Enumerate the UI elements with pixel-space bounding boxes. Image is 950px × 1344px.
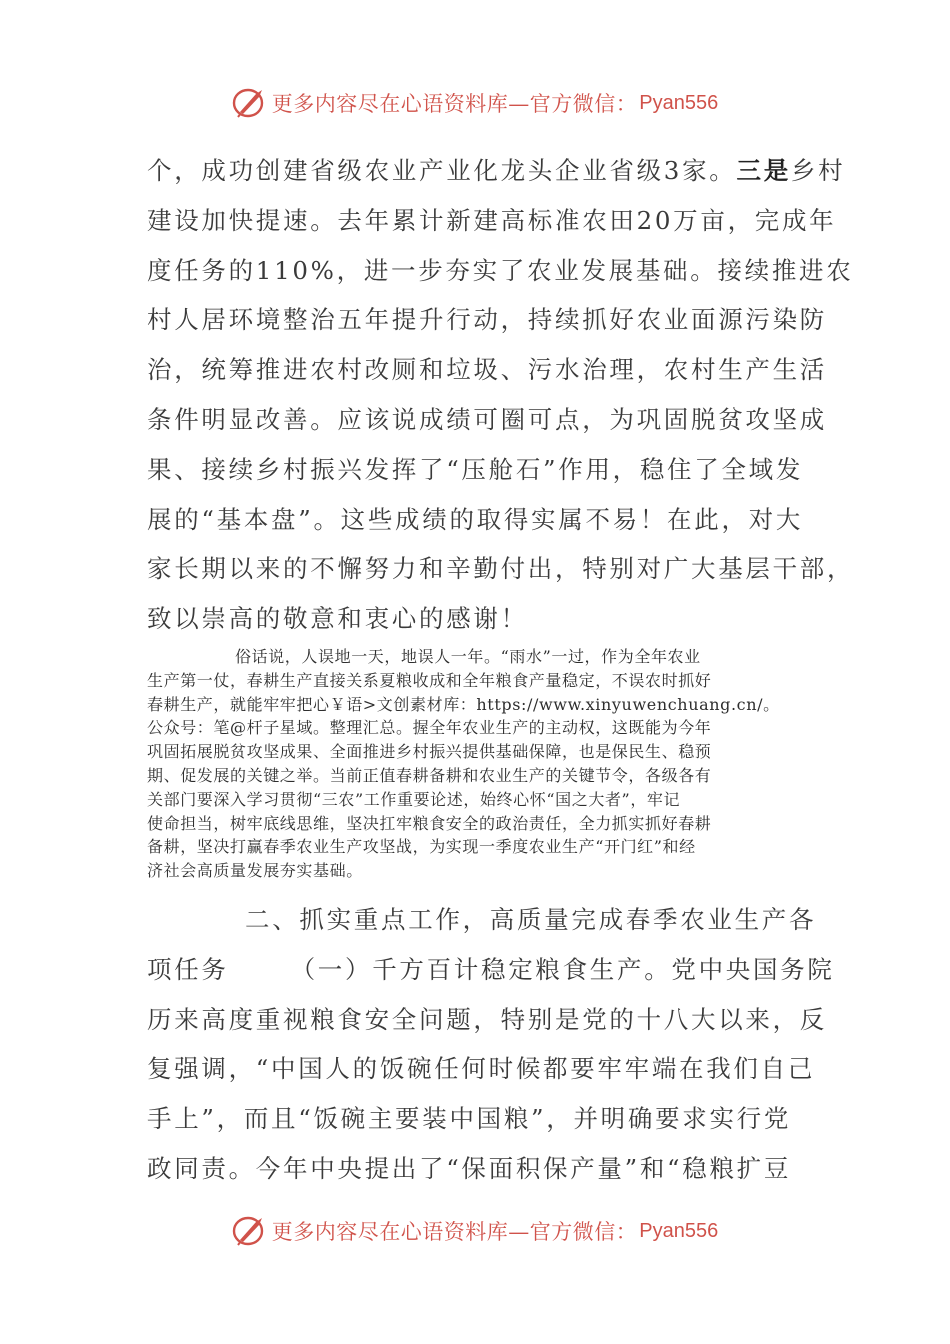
text-line: 个，成功创建省级农业产业化龙头企业省级3家。三是乡村 [147,156,846,185]
text-line: 村人居环境整治五年提升行动，持续抓好农业面源污染防 [147,305,827,335]
text-line: 春耕生产，就能牢牢把心￥语>文创素材库：https://www.xinyuwenchuang.cn/。 [147,694,780,714]
text-line: 使命担当，树牢底线思维，坚决扛牢粮食安全的政治责任，全力抓实抓好春耕 [147,813,712,833]
text-line: 家长期以来的不懈努力和辛勤付出，特别对广大基层干部， [147,554,855,584]
section-heading: 二、抓实重点工作，高质量完成春季农业生产各 [245,905,817,934]
wechat-id: Pyan556 [639,91,719,114]
banner-text: 更多内容尽在心语资料库—官方微信： [271,1220,638,1244]
text-line: 历来高度重视粮食安全问题，特别是党的十八大以来，反 [147,1004,827,1034]
header-banner [0,83,950,123]
text-line: 生产第一仗，春耕生产直接关系夏粮收成和全年粮食产量稳定，不误农时抓好 [147,670,712,690]
text-line: 关部门要深入学习贯彻“三农”工作重要论述，始终心怀“国之大者”，牢记 [147,789,681,809]
bold-phrase: 三是 [736,156,791,185]
text-line: 建设加快提速。去年累计新建高标准农田20万亩，完成年 [147,205,837,235]
text-line: 政同责。今年中央提出了“保面积保产量”和“稳粮扩豆 [147,1153,792,1183]
text-line: 俗话说，人误地一天，地误人一年。“雨水”一过，作为全年农业 [235,647,701,666]
wechat-id: Pyan556 [639,1219,719,1242]
text-line: 条件明显改善。应该说成绩可圈可点，为巩固脱贫攻坚成 [147,404,827,434]
text-line: 公众号：笔@杆子星域。整理汇总。握全年农业生产的主动权，这既能为今年 [147,718,712,738]
text-line: 治，统筹推进农村改厕和垃圾、污水治理，农村生产生活 [147,355,827,385]
text-line: 复强调，“中国人的饭碗任何时候都要牢牢端在我们自己 [147,1054,816,1084]
text-line: 期、促发展的关键之举。当前正值春耕备耕和农业生产的关键节令，各级各有 [147,765,712,785]
text-line: 展的“基本盘”。这些成绩的取得实属不易！在此，对大 [147,504,804,534]
text-line: 果、接续乡村振兴发挥了“压舱石”作用，稳住了全域发 [147,454,804,484]
footer-banner [0,1211,950,1251]
text-line: 手上”，而且“饭碗主要装中国粮”，并明确要求实行党 [147,1104,792,1134]
pen-nib-logo-icon [232,1214,268,1248]
banner-text: 更多内容尽在心语资料库—官方微信： [271,92,638,116]
text-line: 济社会高质量发展夯实基础。 [147,861,363,881]
pen-nib-logo-icon [232,86,268,120]
text-line: 巩固拓展脱贫攻坚成果、全面推进乡村振兴提供基础保障，也是保民生、稳预 [147,742,712,762]
paragraph-achievements [147,146,855,644]
text-line: 项任务 （一）千方百计稳定粮食生产。党中央国务院 [147,954,835,984]
paragraph-spring-planting [147,645,807,883]
text-line: 致以崇高的敬意和衷心的感谢！ [147,604,528,634]
text-line: 备耕，坚决打赢春季农业生产攻坚战，为实现一季度农业生产“开门红”和经 [147,837,696,857]
paragraph-key-tasks [147,895,835,1194]
text-line: 度任务的110%，进一步夯实了农业发展基础。接续推进农 [147,255,854,285]
